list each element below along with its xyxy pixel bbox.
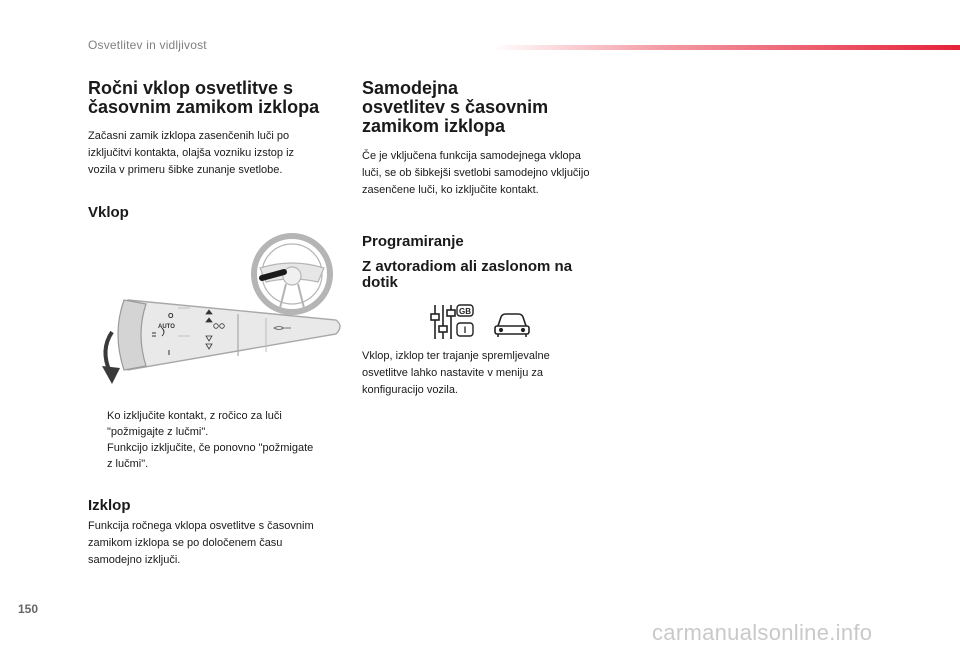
left-intro-line3: vozila v primeru šibke zunanje svetlobe. [88, 164, 283, 176]
programming-description [362, 348, 550, 399]
settings-icons [426, 302, 536, 342]
right-title-line3: zamikom izklopa [362, 116, 506, 136]
stalk-label-on: I [168, 350, 170, 357]
watermark: carmanualsonline.info [652, 620, 873, 645]
arrow-head-icon [102, 366, 120, 384]
section-title: Osvetlitev in vidljivost [88, 38, 207, 52]
radio-subheading-line2: dotik [362, 274, 398, 291]
off-line1: Funkcija ročnega vklopa osvetlitve s časovnim [88, 520, 314, 532]
left-intro [88, 128, 294, 179]
steering-wheel-icon [254, 236, 330, 312]
off-line2: zamikom izklopa se po določenem času [88, 537, 283, 549]
bullet-line: Funkcijo izključite, če ponovno "požmigate [107, 442, 314, 454]
programming-line1: Vklop, izklop ter trajanje spremljevalne [362, 350, 550, 362]
lighting-stalk-illustration [88, 232, 348, 390]
page-number: 150 [18, 602, 39, 616]
language-badge-label: GB [459, 307, 471, 316]
left-intro-line2: izključitvi kontakta, olajša vozniku izstop iz [88, 147, 295, 159]
left-title-line2: časovnim zamikom izklopa [88, 97, 320, 117]
bullet-line: Ko izključite kontakt, z ročico za luči [107, 410, 282, 422]
on-heading: Vklop [88, 204, 129, 221]
bullet-line: "požmigajte z lučmi". [107, 426, 209, 438]
right-intro-line3: zasenčene luči, ko izključite kontakt. [362, 184, 539, 196]
units-badge-label: I [463, 325, 467, 335]
header-accent-bar [492, 45, 960, 50]
stalk-label-auto: AUTO [158, 324, 175, 330]
stalk-label-off: O [168, 313, 174, 320]
off-description [88, 518, 314, 569]
settings-sliders-icon [431, 305, 455, 339]
programming-line3: konfiguracijo vozila. [362, 384, 458, 396]
right-title-line1: Samodejna [362, 78, 459, 98]
right-title [362, 79, 548, 136]
radio-subheading [362, 259, 572, 291]
radio-subheading-line1: Z avtoradiom ali zaslonom na [362, 258, 573, 275]
right-title-line2: osvetlitev s časovnim [362, 97, 549, 117]
car-icon [495, 314, 529, 337]
programming-heading: Programiranje [362, 233, 464, 250]
left-title [88, 79, 319, 117]
pull-arrow-icon [105, 332, 112, 372]
off-heading: Izklop [88, 497, 131, 514]
right-intro-line1: Če je vključena funkcija samodejnega vklopa [362, 150, 581, 162]
left-intro-line1: Začasni zamik izklopa zasenčenih luči po [88, 130, 290, 142]
right-intro-line2: luči, se ob šibkejši svetlobi samodejno vključijo [362, 167, 590, 179]
list-item [88, 440, 348, 472]
right-intro [362, 148, 589, 199]
off-line3: samodejno izključi. [88, 554, 181, 566]
list-item [88, 408, 348, 440]
programming-line2: osvetlitve lahko nastavite v meniju za [362, 367, 543, 379]
on-instructions [88, 408, 348, 472]
bullet-line: z lučmi". [107, 458, 149, 470]
left-title-line1: Ročni vklop osvetlitve s [88, 78, 294, 98]
